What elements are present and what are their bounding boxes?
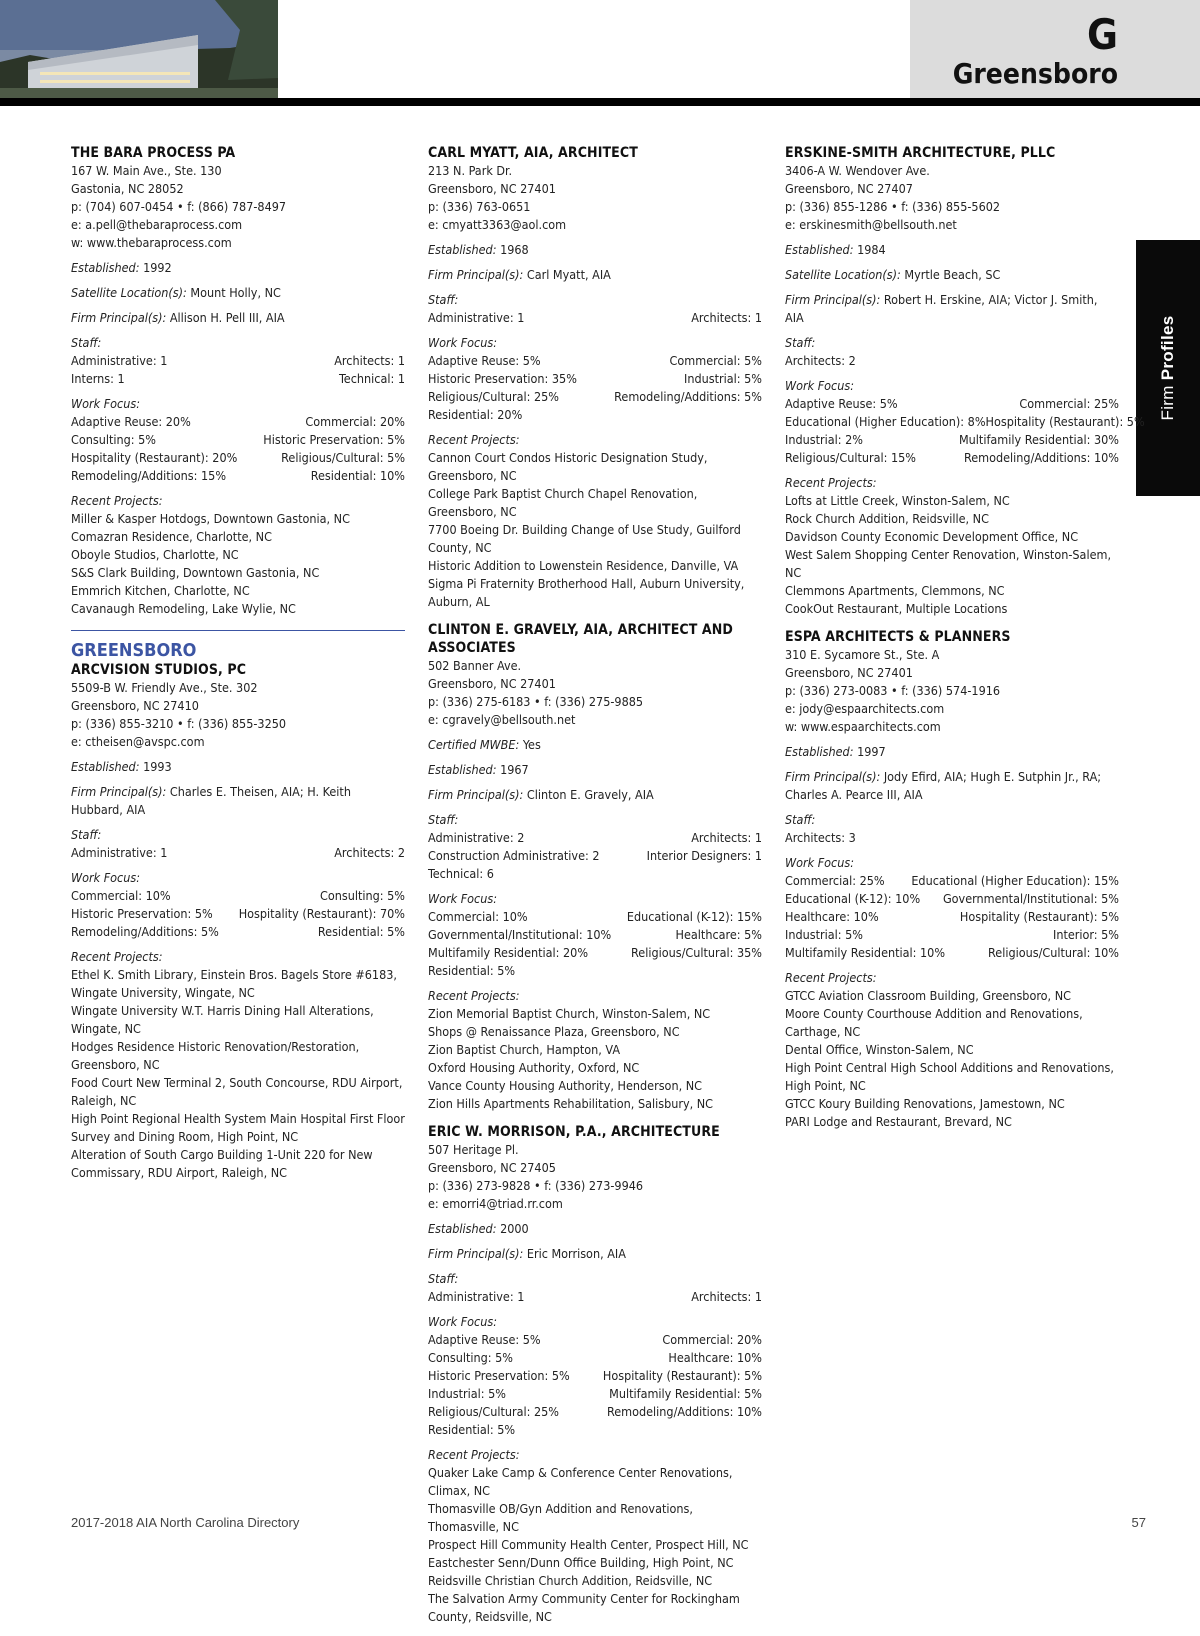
- row-right: Architects: 1: [691, 1289, 762, 1304]
- firm-field: [71, 758, 405, 776]
- section-label: Work Focus:: [428, 1314, 498, 1329]
- row-left: Historic Preservation: 35%: [428, 371, 577, 386]
- row-right: Multifamily Residential: 5%: [609, 1386, 762, 1401]
- field-label: Established:: [785, 242, 854, 257]
- row-left: Commercial: 10%: [428, 909, 528, 924]
- two-col-row: [428, 1403, 762, 1421]
- row-right: Hospitality (Restaurant): 5%: [602, 1368, 762, 1383]
- project-item: West Salem Shopping Center Renovation, Winston-Salem, NC: [785, 547, 1112, 580]
- row-right: Governmental/Institutional: 5%: [942, 891, 1119, 906]
- section-tab: [910, 0, 1200, 98]
- project-item: Cannon Court Condos Historic Designation Study, Greensboro, NC: [428, 450, 708, 483]
- project-item: Quaker Lake Camp & Conference Center Renovations, Climax, NC: [428, 1465, 733, 1498]
- contact-line: w: www.espaarchitects.com: [785, 719, 941, 734]
- two-col-row: [428, 1349, 762, 1367]
- projects-label: Recent Projects:: [428, 1447, 520, 1462]
- two-col-row: [71, 905, 405, 923]
- row-left: Industrial: 5%: [428, 1386, 506, 1401]
- firm-field: [428, 241, 762, 259]
- firm-field: [71, 783, 405, 819]
- project-item: GTCC Koury Building Renovations, Jamestown, NC: [785, 1096, 1065, 1111]
- two-col-row: [428, 847, 762, 865]
- section-label: Work Focus:: [428, 891, 498, 906]
- project-item: PARI Lodge and Restaurant, Brevard, NC: [785, 1114, 1012, 1129]
- header-building-photo: [0, 0, 278, 98]
- two-col-row: [71, 923, 405, 941]
- row-left: Historic Preservation: 5%: [71, 906, 213, 921]
- project-item: Thomasville OB/Gyn Addition and Renovations, Thomasville, NC: [428, 1501, 693, 1534]
- section-label: Staff:: [71, 827, 102, 842]
- row-right: Educational (Higher Education): 15%: [911, 873, 1119, 888]
- project-item: Cavanaugh Remodeling, Lake Wylie, NC: [71, 601, 296, 616]
- project-item: GTCC Aviation Classroom Building, Greensboro, NC: [785, 988, 1071, 1003]
- project-item: Hodges Residence Historic Renovation/Restoration, Greensboro, NC: [71, 1039, 360, 1072]
- two-col-row: [428, 388, 762, 406]
- field-value: Jody Efird, AIA; Hugh E. Sutphin Jr., RA; Charles A. Pearce III, AIA: [785, 769, 1102, 802]
- two-col-row: [428, 1288, 762, 1306]
- contact-line: p: (336) 763-0651: [428, 199, 531, 214]
- firm-field: [428, 1220, 762, 1238]
- project-item: Sigma Pi Fraternity Brotherhood Hall, Auburn University, Auburn, AL: [428, 576, 745, 609]
- field-label: Firm Principal(s):: [71, 784, 167, 799]
- two-col-row: [785, 829, 1119, 847]
- firm-name: ERIC W. MORRISON, P.A., ARCHITECTURE: [428, 1124, 720, 1140]
- firm-listing: [785, 628, 1119, 1131]
- row-right: Multifamily Residential: 30%: [958, 432, 1119, 447]
- field-value: Clinton E. Gravely, AIA: [523, 787, 654, 802]
- two-col-row: [71, 467, 405, 485]
- project-item: Miller & Kasper Hotdogs, Downtown Gastonia, NC: [71, 511, 350, 526]
- two-col-row: [428, 309, 762, 327]
- section-label: Staff:: [785, 812, 816, 827]
- project-item: Prospect Hill Community Health Center, Prospect Hill, NC: [428, 1537, 749, 1552]
- project-item: Shops @ Renaissance Plaza, Greensboro, NC: [428, 1024, 680, 1039]
- section-label: Work Focus:: [428, 335, 498, 350]
- field-label: Satellite Location(s):: [71, 285, 187, 300]
- row-right: Hospitality (Restaurant): 70%: [238, 906, 405, 921]
- field-label: Firm Principal(s):: [428, 267, 524, 282]
- row-left: Residential: 20%: [428, 407, 523, 422]
- row-right: Architects: 1: [691, 830, 762, 845]
- city-heading: GREENSBORO: [71, 640, 197, 661]
- two-col-row: [785, 872, 1119, 890]
- row-left: Industrial: 5%: [785, 927, 863, 942]
- contact-line: Greensboro, NC 27401: [428, 181, 556, 196]
- firm-name: CARL MYATT, AIA, ARCHITECT: [428, 145, 638, 161]
- row-right: Residential: 10%: [310, 468, 405, 483]
- firm-field: [785, 768, 1119, 804]
- project-item: Oxford Housing Authority, Oxford, NC: [428, 1060, 640, 1075]
- contact-line: Greensboro, NC 27401: [428, 676, 556, 691]
- field-value: 1984: [853, 242, 886, 257]
- field-label: Established:: [785, 744, 854, 759]
- row-right: Architects: 1: [334, 353, 405, 368]
- firm-listing: [428, 1123, 762, 1626]
- row-right: Remodeling/Additions: 10%: [963, 450, 1119, 465]
- project-item: Eastchester Senn/Dunn Office Building, High Point, NC: [428, 1555, 734, 1570]
- field-value: Mount Holly, NC: [186, 285, 281, 300]
- row-left: Educational (Higher Education): 8%: [785, 414, 986, 429]
- two-col-row: [428, 962, 762, 980]
- footer-publication: 2017-2018 AIA North Carolina Directory: [71, 1515, 300, 1530]
- row-left: Adaptive Reuse: 5%: [428, 353, 541, 368]
- firm-field: [785, 241, 1119, 259]
- firm-name: ESPA ARCHITECTS & PLANNERS: [785, 629, 1011, 645]
- firm-field: [71, 259, 405, 277]
- field-value: Charles E. Theisen, AIA; H. Keith Hubbard, AIA: [71, 784, 351, 817]
- firm-field: [71, 309, 405, 327]
- city-divider: [71, 630, 405, 631]
- contact-line: e: jody@espaarchitects.com: [785, 701, 945, 716]
- project-item: High Point Regional Health System Main Hospital First Floor Survey and Dining Room, High Point, NC: [71, 1111, 405, 1144]
- field-value: Allison H. Pell III, AIA: [166, 310, 285, 325]
- two-col-row: [71, 352, 405, 370]
- row-right: Educational (K-12): 15%: [626, 909, 762, 924]
- two-col-row: [428, 1331, 762, 1349]
- row-left: Governmental/Institutional: 10%: [428, 927, 612, 942]
- row-left: Adaptive Reuse: 20%: [71, 414, 191, 429]
- field-label: Established:: [428, 762, 497, 777]
- section-city: Greensboro: [952, 57, 1118, 90]
- firm-name: CLINTON E. GRAVELY, AIA, ARCHITECT AND ASSOCIATES: [428, 622, 733, 656]
- field-value: 1967: [496, 762, 529, 777]
- project-item: Wingate University W.T. Harris Dining Hall Alterations, Wingate, NC: [71, 1003, 374, 1036]
- two-col-row: [785, 431, 1119, 449]
- firm-name: THE BARA PROCESS PA: [71, 145, 236, 161]
- row-left: Hospitality (Restaurant): 20%: [71, 450, 238, 465]
- row-left: Educational (K-12): 10%: [785, 891, 921, 906]
- section-label: Staff:: [428, 812, 459, 827]
- section-label: Staff:: [71, 335, 102, 350]
- firm-field: [71, 284, 405, 302]
- two-col-row: [428, 406, 762, 424]
- row-left: Multifamily Residential: 10%: [785, 945, 946, 960]
- project-item: S&S Clark Building, Downtown Gastonia, NC: [71, 565, 320, 580]
- row-right: Remodeling/Additions: 10%: [606, 1404, 762, 1419]
- row-right: Interior: 5%: [1053, 927, 1119, 942]
- row-left: Administrative: 1: [71, 845, 168, 860]
- field-value: Myrtle Beach, SC: [900, 267, 1001, 282]
- section-label: Work Focus:: [785, 378, 855, 393]
- firm-field: [785, 291, 1119, 327]
- field-label: Firm Principal(s):: [428, 1246, 524, 1261]
- firm-name: ERSKINE-SMITH ARCHITECTURE, PLLC: [785, 145, 1056, 161]
- row-right: Religious/Cultural: 5%: [281, 450, 405, 465]
- project-item: Reidsville Christian Church Addition, Reidsville, NC: [428, 1573, 713, 1588]
- row-left: Healthcare: 10%: [785, 909, 879, 924]
- row-left: Religious/Cultural: 15%: [785, 450, 916, 465]
- section-label: Staff:: [785, 335, 816, 350]
- two-col-row: [785, 352, 1119, 370]
- row-left: Commercial: 10%: [71, 888, 171, 903]
- two-col-row: [785, 413, 1145, 431]
- project-item: Historic Addition to Lowenstein Residence, Danville, VA: [428, 558, 739, 573]
- contact-line: e: erskinesmith@bellsouth.net: [785, 217, 957, 232]
- two-col-row: [785, 926, 1119, 944]
- contact-line: 310 E. Sycamore St., Ste. A: [785, 647, 940, 662]
- project-item: Vance County Housing Authority, Henderson, NC: [428, 1078, 702, 1093]
- section-label: Staff:: [428, 292, 459, 307]
- two-col-row: [428, 865, 762, 883]
- contact-line: Gastonia, NC 28052: [71, 181, 184, 196]
- row-left: Administrative: 1: [428, 310, 525, 325]
- field-label: Firm Principal(s):: [785, 292, 881, 307]
- two-col-row: [785, 944, 1119, 962]
- column-3: [785, 144, 1145, 1141]
- row-right: Residential: 5%: [317, 924, 405, 939]
- row-right: Commercial: 25%: [1019, 396, 1119, 411]
- contact-line: e: ctheisen@avspc.com: [71, 734, 205, 749]
- column-2: [428, 144, 762, 1636]
- row-right: Religious/Cultural: 35%: [631, 945, 762, 960]
- field-label: Firm Principal(s):: [785, 769, 881, 784]
- field-value: Carl Myatt, AIA: [523, 267, 611, 282]
- contact-line: 502 Banner Ave.: [428, 658, 522, 673]
- projects-label: Recent Projects:: [428, 432, 520, 447]
- project-item: Comazran Residence, Charlotte, NC: [71, 529, 272, 544]
- firm-field: [428, 736, 762, 754]
- row-left: Technical: 6: [428, 866, 494, 881]
- two-col-row: [428, 1421, 762, 1439]
- two-col-row: [428, 926, 762, 944]
- contact-line: Greensboro, NC 27405: [428, 1160, 556, 1175]
- row-left: Construction Administrative: 2: [428, 848, 600, 863]
- projects-label: Recent Projects:: [785, 970, 877, 985]
- field-label: Firm Principal(s):: [71, 310, 167, 325]
- field-label: Satellite Location(s):: [785, 267, 901, 282]
- row-left: Religious/Cultural: 25%: [428, 1404, 559, 1419]
- contact-line: e: cmyatt3363@aol.com: [428, 217, 567, 232]
- row-left: Residential: 5%: [428, 963, 516, 978]
- contact-line: 167 W. Main Ave., Ste. 130: [71, 163, 222, 178]
- project-item: Oboyle Studios, Charlotte, NC: [71, 547, 239, 562]
- contact-line: Greensboro, NC 27401: [785, 665, 913, 680]
- field-value: 1968: [496, 242, 529, 257]
- row-left: Adaptive Reuse: 5%: [785, 396, 898, 411]
- row-right: Commercial: 5%: [669, 353, 762, 368]
- field-value: 1992: [139, 260, 172, 275]
- project-item: The Salvation Army Community Center for Rockingham County, Reidsville, NC: [428, 1591, 740, 1624]
- section-label: Work Focus:: [71, 870, 141, 885]
- firm-listing: [428, 144, 762, 611]
- two-col-row: [428, 1367, 762, 1385]
- project-item: Ethel K. Smith Library, Einstein Bros. Bagels Store #6183, Wingate University, Wingate, NC: [71, 967, 397, 1000]
- row-left: Adaptive Reuse: 5%: [428, 1332, 541, 1347]
- section-letter: G: [1086, 10, 1118, 59]
- project-item: Moore County Courthouse Addition and Renovations, Carthage, NC: [785, 1006, 1083, 1039]
- row-right: Hospitality (Restaurant): 5%: [985, 414, 1145, 429]
- field-value: Robert H. Erskine, AIA; Victor J. Smith, AIA: [785, 292, 1098, 325]
- side-tab-label: Firm Profiles: [1158, 315, 1177, 421]
- row-left: Architects: 2: [785, 353, 856, 368]
- project-item: CookOut Restaurant, Multiple Locations: [785, 601, 1008, 616]
- contact-line: p: (704) 607-0454 • f: (866) 787-8497: [71, 199, 287, 214]
- row-right: Commercial: 20%: [305, 414, 405, 429]
- project-item: Emmrich Kitchen, Charlotte, NC: [71, 583, 250, 598]
- row-left: Interns: 1: [71, 371, 125, 386]
- field-label: Established:: [428, 242, 497, 257]
- row-right: Architects: 2: [334, 845, 405, 860]
- contact-line: p: (336) 275-6183 • f: (336) 275-9885: [428, 694, 644, 709]
- section-label: Staff:: [428, 1271, 459, 1286]
- two-col-row: [428, 370, 762, 388]
- two-col-row: [785, 395, 1119, 413]
- row-left: Remodeling/Additions: 15%: [71, 468, 227, 483]
- two-col-row: [71, 844, 405, 862]
- two-col-row: [785, 890, 1119, 908]
- field-label: Certified MWBE:: [428, 737, 520, 752]
- two-col-row: [71, 431, 405, 449]
- row-right: Healthcare: 5%: [675, 927, 762, 942]
- row-right: Technical: 1: [339, 371, 405, 386]
- contact-line: 5509-B W. Friendly Ave., Ste. 302: [71, 680, 258, 695]
- row-left: Religious/Cultural: 25%: [428, 389, 559, 404]
- firm-field: [785, 266, 1119, 284]
- row-right: Healthcare: 10%: [668, 1350, 762, 1365]
- row-right: Historic Preservation: 5%: [263, 432, 405, 447]
- contact-line: Greensboro, NC 27407: [785, 181, 913, 196]
- two-col-row: [785, 449, 1119, 467]
- firm-field: [428, 761, 762, 779]
- field-value: Eric Morrison, AIA: [523, 1246, 626, 1261]
- row-right: Interior Designers: 1: [646, 848, 762, 863]
- firm-field: [428, 786, 762, 804]
- page-number: 57: [1131, 1515, 1146, 1530]
- row-right: Religious/Cultural: 10%: [988, 945, 1119, 960]
- row-right: Architects: 1: [691, 310, 762, 325]
- two-col-row: [428, 908, 762, 926]
- firm-listing: [785, 144, 1145, 618]
- row-left: Architects: 3: [785, 830, 856, 845]
- two-col-row: [428, 944, 762, 962]
- two-col-row: [428, 1385, 762, 1403]
- firm-listing: [71, 661, 405, 1182]
- project-item: Zion Baptist Church, Hampton, VA: [428, 1042, 621, 1057]
- project-item: Clemmons Apartments, Clemmons, NC: [785, 583, 1005, 598]
- row-right: Consulting: 5%: [320, 888, 405, 903]
- field-value: 2000: [496, 1221, 529, 1236]
- field-label: Established:: [71, 260, 140, 275]
- contact-line: 213 N. Park Dr.: [428, 163, 513, 178]
- contact-line: 507 Heritage Pl.: [428, 1142, 519, 1157]
- projects-label: Recent Projects:: [71, 493, 163, 508]
- field-value: 1997: [853, 744, 886, 759]
- projects-label: Recent Projects:: [785, 475, 877, 490]
- two-col-row: [428, 829, 762, 847]
- row-right: Remodeling/Additions: 5%: [614, 389, 762, 404]
- section-label: Work Focus:: [785, 855, 855, 870]
- contact-line: p: (336) 273-9828 • f: (336) 273-9946: [428, 1178, 644, 1193]
- two-col-row: [71, 370, 405, 388]
- contact-line: p: (336) 855-1286 • f: (336) 855-5602: [785, 199, 1001, 214]
- row-left: Multifamily Residential: 20%: [428, 945, 589, 960]
- field-value: Yes: [519, 737, 541, 752]
- row-left: Administrative: 2: [428, 830, 525, 845]
- project-item: Alteration of South Cargo Building 1-Unit 220 for New Commissary, RDU Airport, Raleigh, NC: [71, 1147, 373, 1180]
- project-item: Zion Hills Apartments Rehabilitation, Salisbury, NC: [428, 1096, 714, 1111]
- project-item: Dental Office, Winston-Salem, NC: [785, 1042, 974, 1057]
- firm-field: [428, 266, 762, 284]
- field-label: Firm Principal(s):: [428, 787, 524, 802]
- contact-line: 3406-A W. Wendover Ave.: [785, 163, 930, 178]
- project-item: Lofts at Little Creek, Winston-Salem, NC: [785, 493, 1010, 508]
- projects-label: Recent Projects:: [71, 949, 163, 964]
- row-left: Historic Preservation: 5%: [428, 1368, 570, 1383]
- row-left: Residential: 5%: [428, 1422, 516, 1437]
- row-left: Commercial: 25%: [785, 873, 885, 888]
- contact-line: Greensboro, NC 27410: [71, 698, 199, 713]
- project-item: High Point Central High School Additions and Renovations, High Point, NC: [785, 1060, 1114, 1093]
- firm-name: ARCVISION STUDIOS, PC: [71, 662, 247, 678]
- side-tab: [1136, 240, 1200, 496]
- row-left: Consulting: 5%: [428, 1350, 513, 1365]
- firm-field: [785, 743, 1119, 761]
- project-item: Zion Memorial Baptist Church, Winston-Salem, NC: [428, 1006, 711, 1021]
- row-left: Industrial: 2%: [785, 432, 863, 447]
- row-left: Administrative: 1: [71, 353, 168, 368]
- firm-listing: [428, 621, 762, 1113]
- header-rule: [0, 98, 1200, 106]
- column-1: [71, 144, 405, 1192]
- row-left: Remodeling/Additions: 5%: [71, 924, 219, 939]
- contact-line: p: (336) 855-3210 • f: (336) 855-3250: [71, 716, 287, 731]
- section-label: Work Focus:: [71, 396, 141, 411]
- firm-listing: [71, 144, 405, 618]
- projects-label: Recent Projects:: [428, 988, 520, 1003]
- row-right: Hospitality (Restaurant): 5%: [959, 909, 1119, 924]
- project-item: Davidson County Economic Development Office, NC: [785, 529, 1079, 544]
- contact-line: w: www.thebaraprocess.com: [71, 235, 232, 250]
- project-item: 7700 Boeing Dr. Building Change of Use Study, Guilford County, NC: [428, 522, 741, 555]
- field-label: Established:: [71, 759, 140, 774]
- firm-field: [428, 1245, 762, 1263]
- row-right: Industrial: 5%: [684, 371, 762, 386]
- two-col-row: [785, 908, 1119, 926]
- project-item: Rock Church Addition, Reidsville, NC: [785, 511, 989, 526]
- contact-line: e: cgravely@bellsouth.net: [428, 712, 576, 727]
- contact-line: e: emorri4@triad.rr.com: [428, 1196, 563, 1211]
- two-col-row: [71, 413, 405, 431]
- two-col-row: [71, 887, 405, 905]
- project-item: College Park Baptist Church Chapel Renovation, Greensboro, NC: [428, 486, 698, 519]
- project-item: Food Court New Terminal 2, South Concourse, RDU Airport, Raleigh, NC: [71, 1075, 403, 1108]
- field-label: Established:: [428, 1221, 497, 1236]
- contact-line: p: (336) 273-0083 • f: (336) 574-1916: [785, 683, 1001, 698]
- row-right: Commercial: 20%: [662, 1332, 762, 1347]
- row-left: Consulting: 5%: [71, 432, 156, 447]
- two-col-row: [71, 449, 405, 467]
- contact-line: e: a.pell@thebaraprocess.com: [71, 217, 243, 232]
- two-col-row: [428, 352, 762, 370]
- field-value: 1993: [139, 759, 172, 774]
- row-left: Administrative: 1: [428, 1289, 525, 1304]
